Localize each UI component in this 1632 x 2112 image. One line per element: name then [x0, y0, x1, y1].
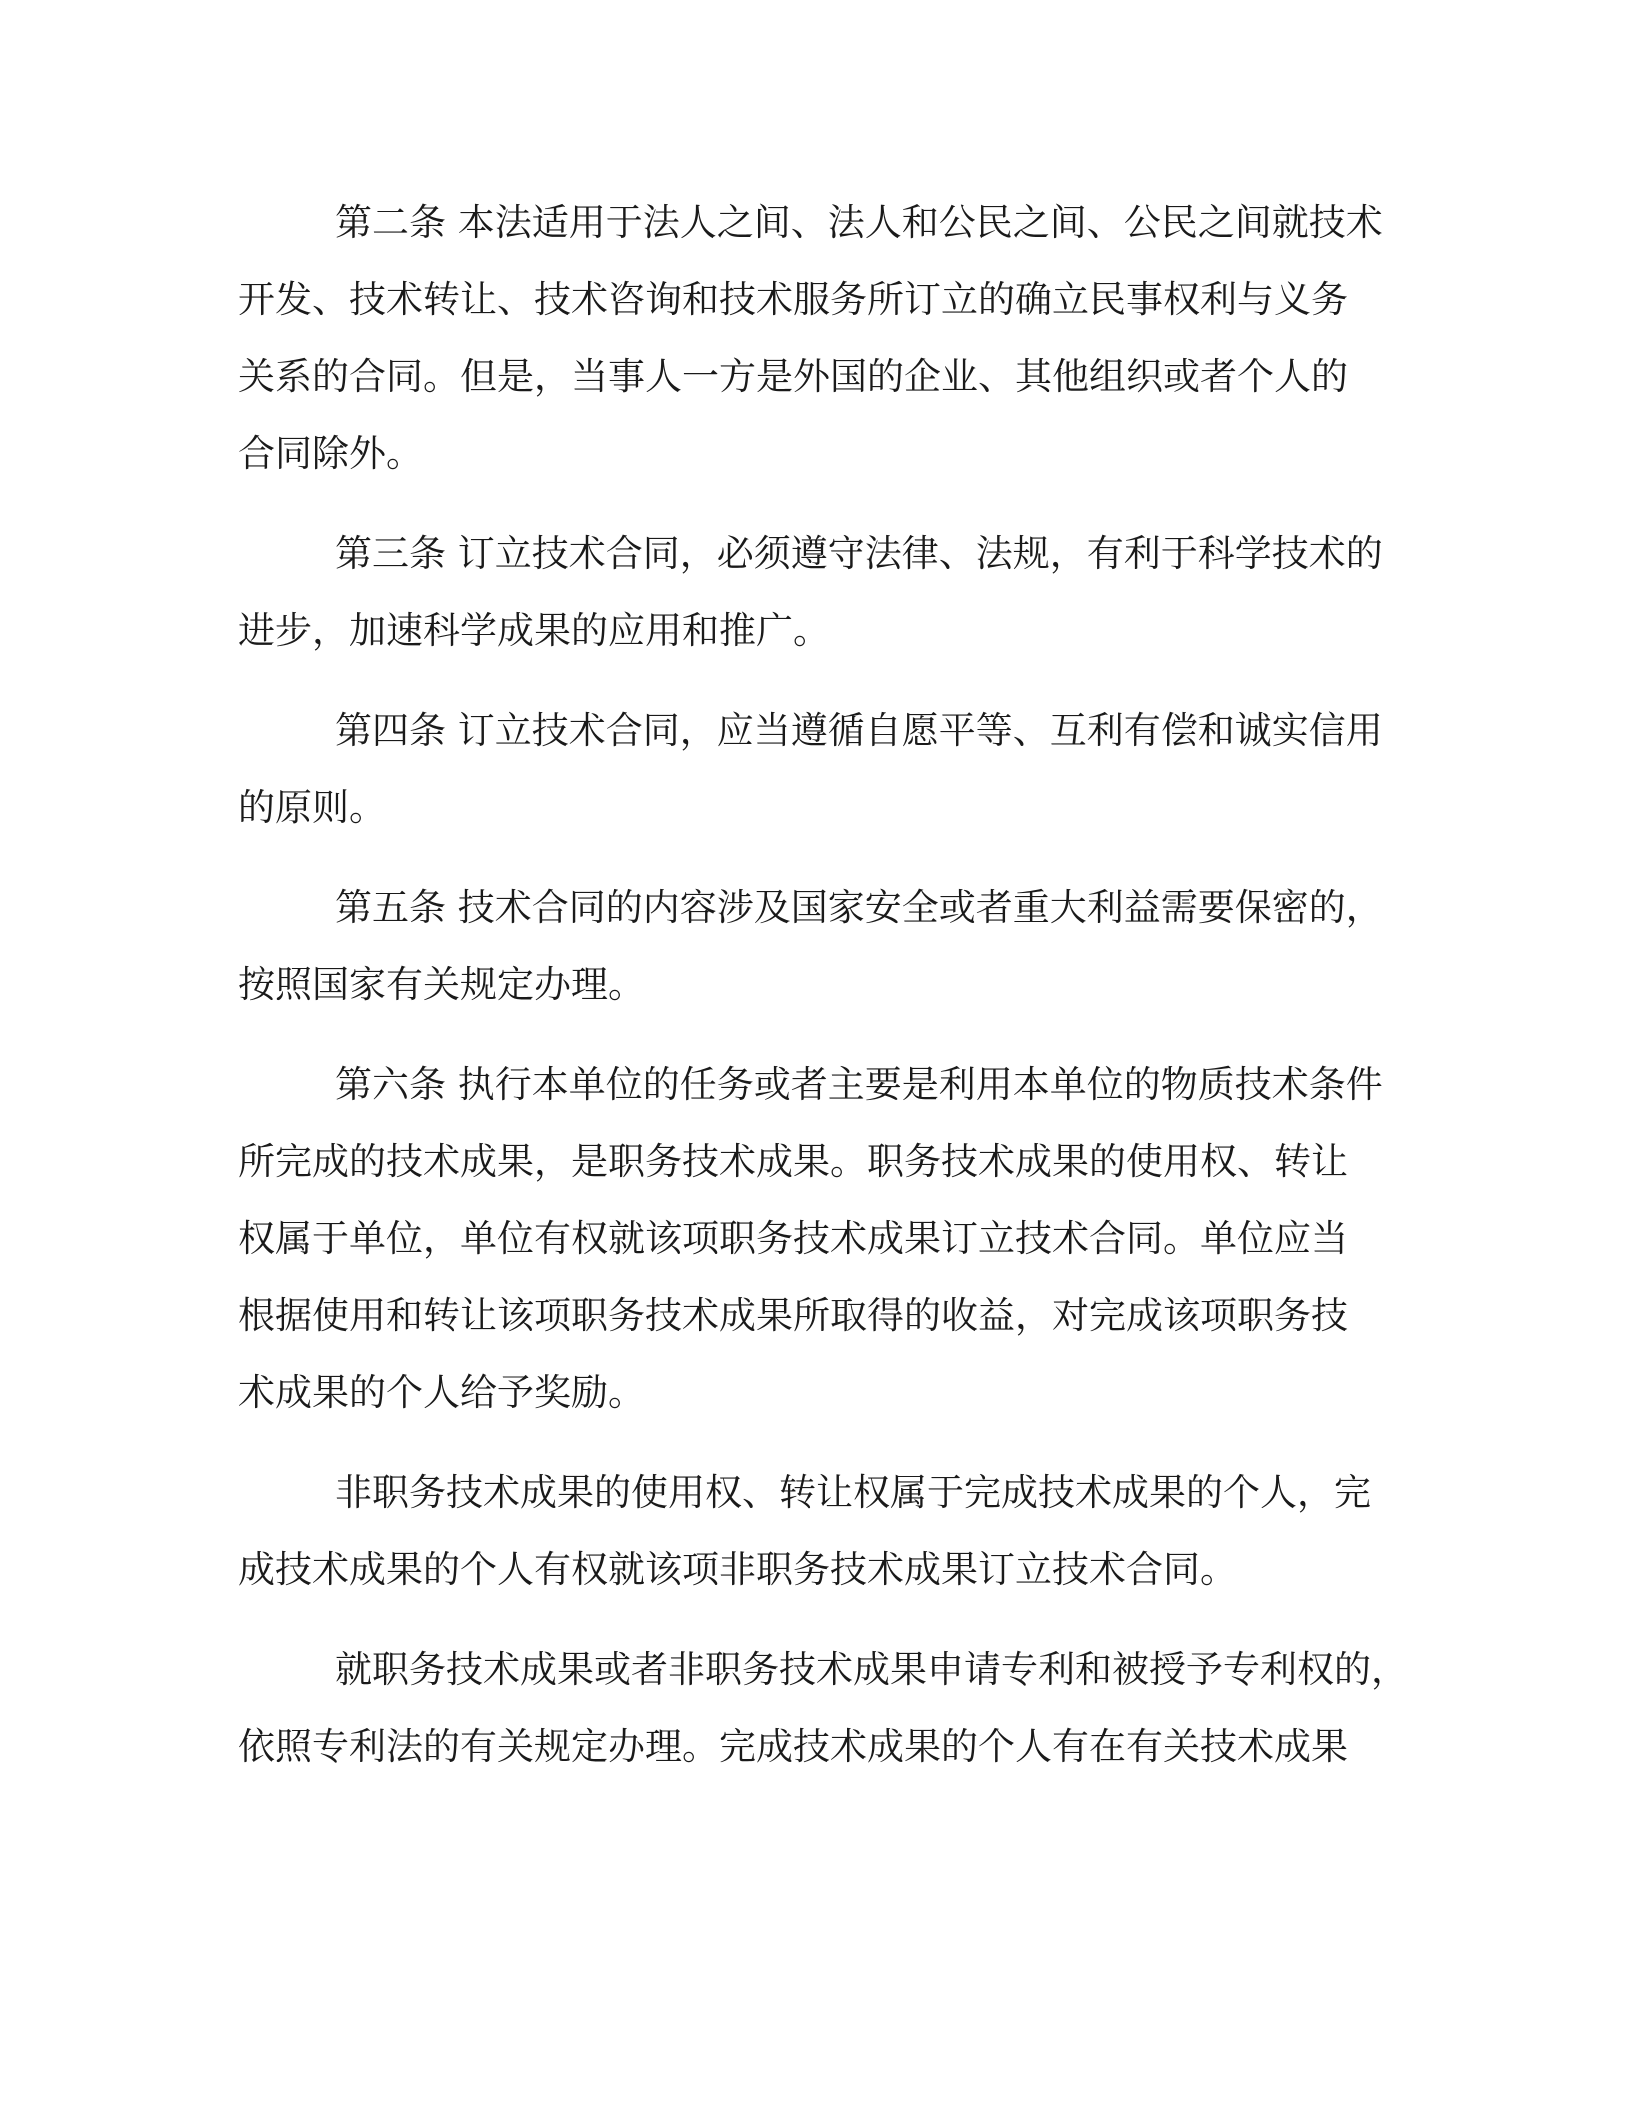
text-line: 根据使用和转让该项职务技术成果所取得的收益，对完成该项职务技 — [238, 1294, 1348, 1337]
text-line: 依照专利法的有关规定办理。完成技术成果的个人有在有关技术成果 — [238, 1725, 1348, 1768]
text-line: 关系的合同。但是，当事人一方是外国的企业、其他组织或者个人的 — [238, 355, 1348, 398]
text-line: 就职务技术成果或者非职务技术成果申请专利和被授予专利权的， — [335, 1648, 1408, 1691]
text-line: 权属于单位，单位有权就该项职务技术成果订立技术合同。单位应当 — [238, 1217, 1348, 1260]
article-6-second-paragraph — [238, 1454, 1398, 1608]
text-line: 第六条 执行本单位的任务或者主要是利用本单位的物质技术条件 — [335, 1063, 1383, 1106]
article-6-paragraph — [238, 1046, 1398, 1431]
text-line: 非职务技术成果的使用权、转让权属于完成技术成果的个人，完 — [335, 1471, 1371, 1514]
text-line: 的原则。 — [238, 786, 386, 829]
article-3-paragraph — [238, 515, 1398, 669]
text-line: 第三条 订立技术合同，必须遵守法律、法规，有利于科学技术的 — [335, 532, 1383, 575]
text-line: 进步，加速科学成果的应用和推广。 — [238, 609, 830, 652]
text-line: 术成果的个人给予奖励。 — [238, 1371, 645, 1414]
article-2-paragraph — [238, 184, 1398, 492]
text-line: 所完成的技术成果，是职务技术成果。职务技术成果的使用权、转让 — [238, 1140, 1348, 1183]
text-line: 成技术成果的个人有权就该项非职务技术成果订立技术合同。 — [238, 1548, 1237, 1591]
text-line: 按照国家有关规定办理。 — [238, 963, 645, 1006]
text-line: 第四条 订立技术合同，应当遵循自愿平等、互利有偿和诚实信用 — [335, 709, 1383, 752]
text-line: 合同除外。 — [238, 432, 423, 475]
text-line: 第二条 本法适用于法人之间、法人和公民之间、公民之间就技术 — [335, 201, 1383, 244]
article-5-paragraph — [238, 869, 1398, 1023]
article-4-paragraph — [238, 692, 1398, 846]
article-6-third-paragraph — [238, 1631, 1408, 1785]
document-body — [238, 184, 1408, 1808]
text-line: 第五条 技术合同的内容涉及国家安全或者重大利益需要保密的， — [335, 886, 1383, 929]
text-line: 开发、技术转让、技术咨询和技术服务所订立的确立民事权利与义务 — [238, 278, 1348, 321]
